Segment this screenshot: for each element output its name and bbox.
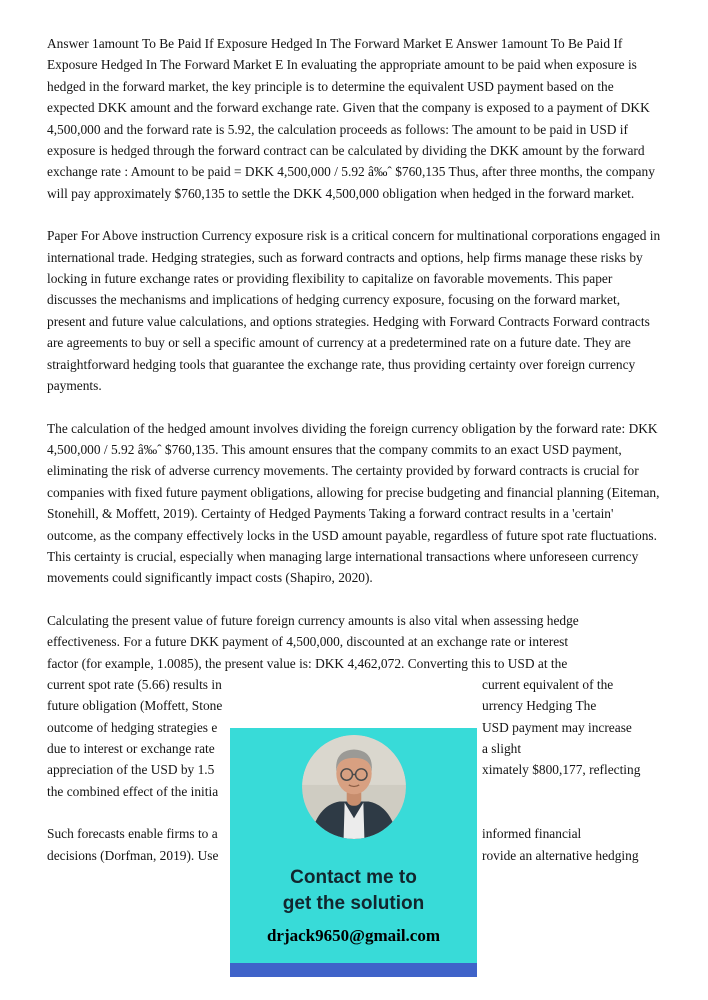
text-fragment-right: rovide an alternative hedging [482, 847, 639, 863]
paragraph-3: The calculation of the hedged amount involves dividing the foreign currency obligation by the forward rate: DKK 4,500,000 / 5.92 â‰ˆ $760,135. This amount ensures that the company commits to an exact USD payment, eliminating the risk of adverse currency movements. The certainty provided by forward contracts is crucial for companies with fixed future payment obligations, allowing for precise budgeting and financial planning (Eiteman, Stonehill, & Moffett, 2019). Certainty of Hedged Payments Taking a forward contract results in a 'certain' outcome, as the company effectively locks in the USD amount payable, regardless of future spot rate fluctuations. This certainty is crucial, especially when managing large international transactions where unforeseen currency movements could significantly impact costs (Shapiro, 2020). [47, 420, 660, 586]
text-line: factor (for example, 1.0085), the present value is: DKK 4,462,072. Converting this to USD at the [47, 655, 568, 671]
text-fragment-left: Such forecasts enable firms to a [47, 826, 218, 842]
text-fragment-left: appreciation of the USD by 1.5 [47, 762, 215, 778]
text-fragment-left: the combined effect of the initia [47, 783, 219, 799]
contact-heading-line2: get the solution [282, 893, 425, 914]
text-line [47, 674, 661, 695]
person-avatar-icon [302, 735, 406, 839]
contact-heading [283, 865, 424, 917]
text-line: Calculating the present value of future foreign currency amounts is also vital when assessing hedge [47, 612, 579, 628]
text-fragment-right: ximately $800,177, reflecting [482, 762, 641, 778]
text-fragment-right: informed financial [482, 826, 582, 842]
contact-overlay [230, 728, 477, 977]
paragraph-2: Paper For Above instruction Currency exposure risk is a critical concern for multinational corporations engaged in international trade. Hedging strategies, such as forward contracts and options, help firms manage these risks by locking in future exchange rates or providing flexibility to capitalize on favorable movements. This paper discusses the mechanisms and implications of hedging currency exposure, focusing on the forward market, present and future value calculations, and options strategies. Hedging with Forward Contracts Forward contracts are agreements to buy or sell a specific amount of currency at a predetermined rate on a future date. They are straightforward hedging tools that guarantee the exchange rate, thus providing certainty over foreign currency payments. [47, 228, 661, 394]
consultant-photo [302, 735, 406, 839]
text-fragment-left: due to interest or exchange rate [47, 741, 215, 757]
text-fragment-left: decisions (Dorfman, 2019). Use [47, 847, 219, 863]
text-fragment-right: a slight [482, 741, 522, 757]
text-line: effectiveness. For a future DKK payment of 4,500,000, discounted at an exchange rate or interest [47, 634, 569, 650]
text-fragment-right: urrency Hedging The [482, 698, 597, 714]
overlay-footer-bar [230, 963, 477, 977]
text-fragment-right: current equivalent of the [482, 676, 614, 692]
contact-heading-line1: Contact me to [290, 867, 417, 888]
text-line [47, 695, 661, 716]
text-fragment-right: USD payment may increase [482, 719, 632, 735]
text-fragment-left: future obligation (Moffett, Stone [47, 698, 223, 714]
text-fragment-left: outcome of hedging strategies e [47, 719, 218, 735]
paragraph-1: Answer 1amount To Be Paid If Exposure Hedged In The Forward Market E Answer 1amount To Be Paid If Exposure Hedged In The Forward Market E In evaluating the appropriate amount to be paid when exposure is hedged in the forward market, the key principle is to determine the equivalent USD payment based on the expected DKK amount and the forward exchange rate. Given that the company is exposed to a payment of DKK 4,500,000 and the forward rate is 5.92, the calculation proceeds as follows: The amount to be paid in USD if exposure is hedged through the forward contract can be calculated by dividing the DKK amount by the forward exchange rate : Amount to be paid = DKK 4,500,000 / 5.92 â‰ˆ $760,135 Thus, after three months, the company will pay approximately $760,135 to settle the DKK 4,500,000 obligation when hedged in the forward market. [47, 36, 655, 201]
contact-email: drjack9650@gmail.com [266, 926, 441, 945]
text-fragment-left: current spot rate (5.66) results in [47, 676, 222, 692]
